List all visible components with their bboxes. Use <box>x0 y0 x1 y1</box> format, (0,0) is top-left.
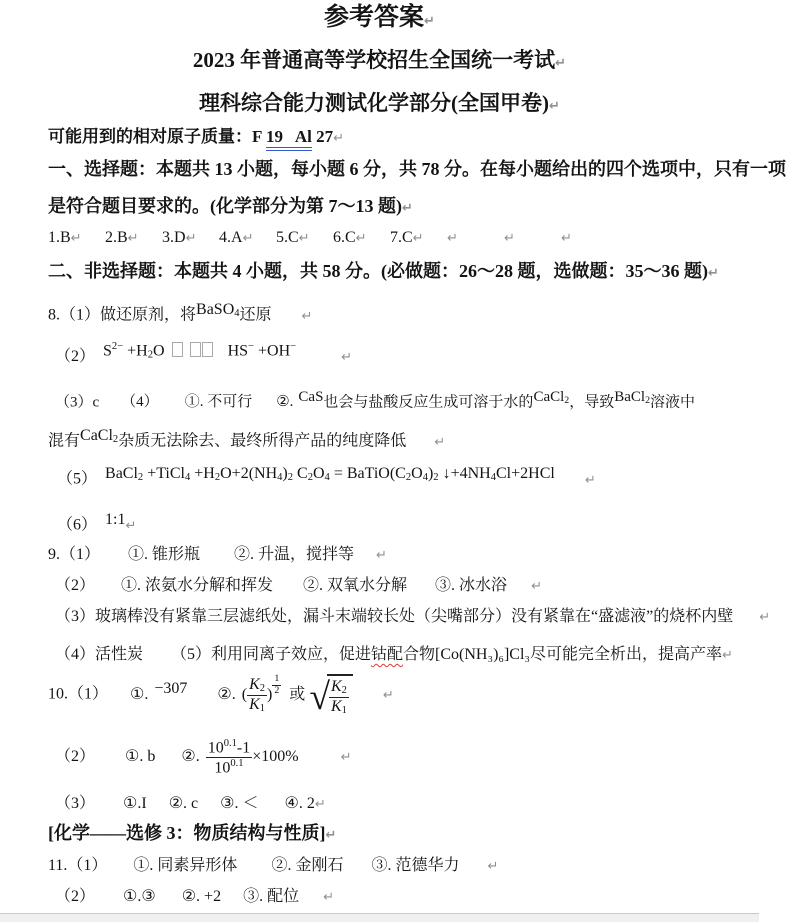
formula-k-exponent: ( $\frac{K2}{K1}$ ) $\frac{1}{2}$ <box>241 673 280 714</box>
q9-4-answer: （4）活性炭 <box>55 646 144 663</box>
q8-mix-text1: 混有 <box>48 432 81 450</box>
q9-line45 <box>55 645 733 665</box>
q8-3-answer: （3）c <box>55 394 100 411</box>
pilcrow-mark: ↵ <box>298 231 310 246</box>
answer-3: 3.D <box>162 229 186 246</box>
q9-5-wavy-text: 钴配 <box>371 646 404 663</box>
q10-1-num: 10.（1） <box>48 685 109 703</box>
q9-line3 <box>55 607 770 627</box>
q10-1-item1-num: ①. <box>130 685 149 703</box>
q8-4-item2-num: ②. <box>276 394 294 411</box>
q9-1-item1: ①. 锥形瓶 <box>128 546 201 563</box>
q9-1-item2: ②. 升温，搅拌等 <box>234 546 355 563</box>
q11-2-item3: ③. 配位 <box>243 888 300 905</box>
pilcrow-mark: ↵ <box>549 99 560 114</box>
section-2-heading <box>48 260 719 283</box>
pilcrow-mark: ↵ <box>531 579 542 594</box>
answer-5: 5.C <box>276 229 299 246</box>
q10-1-item2-num: ②. <box>217 685 236 703</box>
formula-neg307: −307 <box>154 680 188 698</box>
q10-1-or-text: 或 <box>289 685 306 703</box>
formula-cacl2: CaCl2 <box>80 427 119 446</box>
answer-item <box>276 228 333 248</box>
q8-4-num: （4） <box>121 394 159 411</box>
q9-5-text1: （5）利用同离子效应，促进 <box>171 646 372 663</box>
q8-1-text: 8.（1）做还原剂，将 <box>48 306 197 324</box>
pilcrow-mark: ↵ <box>355 231 367 246</box>
exam-title-line1-text: 2023 年普通高等学校招生全国统一考试 <box>192 48 556 72</box>
pilcrow-mark: ↵ <box>434 434 446 450</box>
pilcrow-mark: ↵ <box>185 231 197 246</box>
pilcrow-mark: ↵ <box>561 231 572 246</box>
q11-2-item1: ①.③ <box>123 888 156 905</box>
pilcrow-mark: ↵ <box>242 231 254 246</box>
section-2-heading-text: 二、非选择题：本题共 4 小题，共 58 分。(必做题：26～28 题，选做题：35～36 题) <box>48 261 708 281</box>
formula-k-sqrt: √ $\frac{K2}{K1}$ <box>309 686 353 703</box>
atomic-mass-line <box>48 126 344 147</box>
section-1-heading-line1 <box>48 158 786 181</box>
q9-line1 <box>48 545 387 565</box>
section-1-heading-text1: 一、选择题：本题共 13 小题，每小题 6 分，共 78 分。在每小题给出的四个选项中，只有一项 <box>48 159 786 179</box>
exam-title-line2 <box>0 90 759 116</box>
section-1-heading-line2 <box>48 195 413 218</box>
pilcrow-mark: ↵ <box>382 687 394 703</box>
pilcrow-mark: ↵ <box>70 231 82 246</box>
q8-5-num: （5） <box>57 470 98 488</box>
formula-equation5: BaCl2 +TiCl4 +H2O+2(NH4)2 C2O4 = BaTiO(C2O4)2 ↓+4NH4Cl+2HCl <box>105 465 555 484</box>
q10-3-item1: ①.I <box>123 795 147 812</box>
q10-3-item3: ③. ＜ <box>220 795 259 812</box>
answer-2: 2.B <box>105 229 128 246</box>
pilcrow-mark: ↵ <box>301 308 313 324</box>
q8-line34 <box>55 388 695 412</box>
q9-2-item2: ②. 双氧水分解 <box>303 577 408 594</box>
pilcrow-mark: ↵ <box>504 231 515 246</box>
pilcrow-mark: ↵ <box>376 548 387 563</box>
pilcrow-mark: ↵ <box>424 14 435 29</box>
pilcrow-mark: ↵ <box>340 749 352 765</box>
atomic-mass-label: 可能用到的相对原子质量： <box>48 127 252 146</box>
q10-2-item2-num: ②. <box>181 747 200 765</box>
pilcrow-mark: ↵ <box>708 266 719 281</box>
q9-2-num: （2） <box>55 577 96 594</box>
exam-title-line1 <box>0 47 759 73</box>
q9-5-text2: 合物[Co(NH₃)₆]Cl₃尽可能完全析出，提高产率 <box>403 646 722 663</box>
q10-line1 <box>48 673 394 719</box>
q8-line6 <box>57 510 136 536</box>
q8-mix-text2: 杂质无法除去、最终所得产品的纯度降低 <box>118 432 407 450</box>
q8-4-item2-text3: 溶液中 <box>650 394 696 411</box>
pilcrow-mark: ↵ <box>555 56 567 71</box>
pilcrow-mark: ↵ <box>125 518 137 534</box>
section-1-heading-text2: 是符合题目要求的。(化学部分为第 7～13 题) <box>48 196 402 216</box>
q8-line1 <box>48 300 312 326</box>
answer-7: 7.C <box>390 229 413 246</box>
q9-2-item3: ③. 冰水浴 <box>435 577 508 594</box>
q8-4-item1: ①. 不可行 <box>184 394 253 411</box>
pilcrow-mark: ↵ <box>447 231 458 246</box>
atomic-mass-underlined: 19 Al <box>266 127 312 151</box>
q10-3-num: （3） <box>55 795 96 812</box>
q8-line2 <box>55 340 352 367</box>
q9-3-text: （3）玻璃棒没有紧靠三层滤纸处，漏斗末端较长处（尖嘴部分）没有紧靠在“盛滤液”的烧杯内壁 <box>55 608 734 625</box>
doc-title <box>0 2 759 33</box>
empty-cell <box>561 228 618 248</box>
formula-cacl2: CaCl2 <box>533 389 570 406</box>
formula-cas: CaS <box>298 389 324 405</box>
empty-cell <box>447 228 504 248</box>
pilcrow-mark: ↵ <box>323 890 334 905</box>
pilcrow-mark: ↵ <box>314 797 326 812</box>
q8-4-item2-text2: ，导致 <box>569 394 615 411</box>
exam-title-line2-text: 理科综合能力测试化学部分(全国甲卷) <box>199 91 550 115</box>
answer-item <box>162 228 219 248</box>
empty-cell <box>504 228 561 248</box>
section-3-heading-text: [化学——选修 3：物质结构与性质] <box>48 823 326 843</box>
q8-1-tail: 还原 <box>239 306 272 324</box>
answer-item <box>48 228 105 248</box>
pilcrow-mark: ↵ <box>341 349 352 365</box>
answer-4: 4.A <box>219 229 243 246</box>
formula-percent: $\frac{10^{0.1}-1}{10^{0.1}}$ ×100% <box>207 738 299 776</box>
q11-line1 <box>48 856 498 876</box>
q11-line2 <box>55 887 334 907</box>
q8-line5 <box>57 464 596 490</box>
q11-1-item1: ①. 同素异形体 <box>133 857 238 874</box>
q9-1-num: 9.（1） <box>48 546 101 563</box>
q8-6-num: （6） <box>57 516 98 534</box>
pilcrow-mark: ↵ <box>325 828 337 843</box>
q8-4-item2-text1: 也会与盐酸反应生成可溶于水的 <box>323 394 534 411</box>
choice-answers-row <box>48 228 618 248</box>
formula-baso4: BaSO4 <box>196 301 240 320</box>
answer-item <box>219 228 276 248</box>
pilcrow-mark: ↵ <box>487 859 499 874</box>
answer-item <box>333 228 390 248</box>
pilcrow-mark: ↵ <box>127 231 139 246</box>
q11-1-item3: ③. 范德华力 <box>371 857 460 874</box>
answer-item <box>105 228 162 248</box>
q8-line-mix <box>48 426 445 452</box>
atomic-mass-f: F <box>252 127 267 146</box>
q10-3-item2: ②. c <box>168 795 199 812</box>
q10-line2 <box>55 738 351 776</box>
q9-line2 <box>55 576 542 596</box>
formula-ratio: 1:1 <box>105 511 126 528</box>
q11-2-item2: ②. +2 <box>181 888 222 905</box>
q11-1-item2: ②. 金刚石 <box>271 857 344 874</box>
answer-item <box>390 228 447 248</box>
pilcrow-mark: ↵ <box>584 472 596 488</box>
formula-bacl2: BaCl2 <box>614 389 651 406</box>
answer-6: 6.C <box>333 229 356 246</box>
page-boundary-bar <box>0 913 759 922</box>
q8-2-num: （2） <box>55 347 96 365</box>
q9-2-item1: ①. 浓氨水分解和挥发 <box>121 577 274 594</box>
answer-1: 1.B <box>48 229 71 246</box>
section-3-heading <box>48 822 336 845</box>
atomic-mass-tail: 27 <box>311 127 334 146</box>
doc-title-text: 参考答案 <box>324 4 425 31</box>
pilcrow-mark: ↵ <box>333 131 344 146</box>
q10-2-num: （2） <box>55 747 96 765</box>
pilcrow-mark: ↵ <box>759 610 771 625</box>
pilcrow-mark: ↵ <box>412 231 424 246</box>
formula-hydrolysis: $S^{2-} +H2O$ HS− +OH− <box>103 341 297 361</box>
pilcrow-mark: ↵ <box>402 201 413 216</box>
pilcrow-mark: ↵ <box>722 648 733 663</box>
q10-line3 <box>55 794 326 814</box>
q10-3-item4: ④. 2 <box>284 795 315 812</box>
q11-1-num: 11.（1） <box>48 857 108 874</box>
q11-2-num: （2） <box>55 888 96 905</box>
q10-2-item1: ①. b <box>125 747 156 765</box>
